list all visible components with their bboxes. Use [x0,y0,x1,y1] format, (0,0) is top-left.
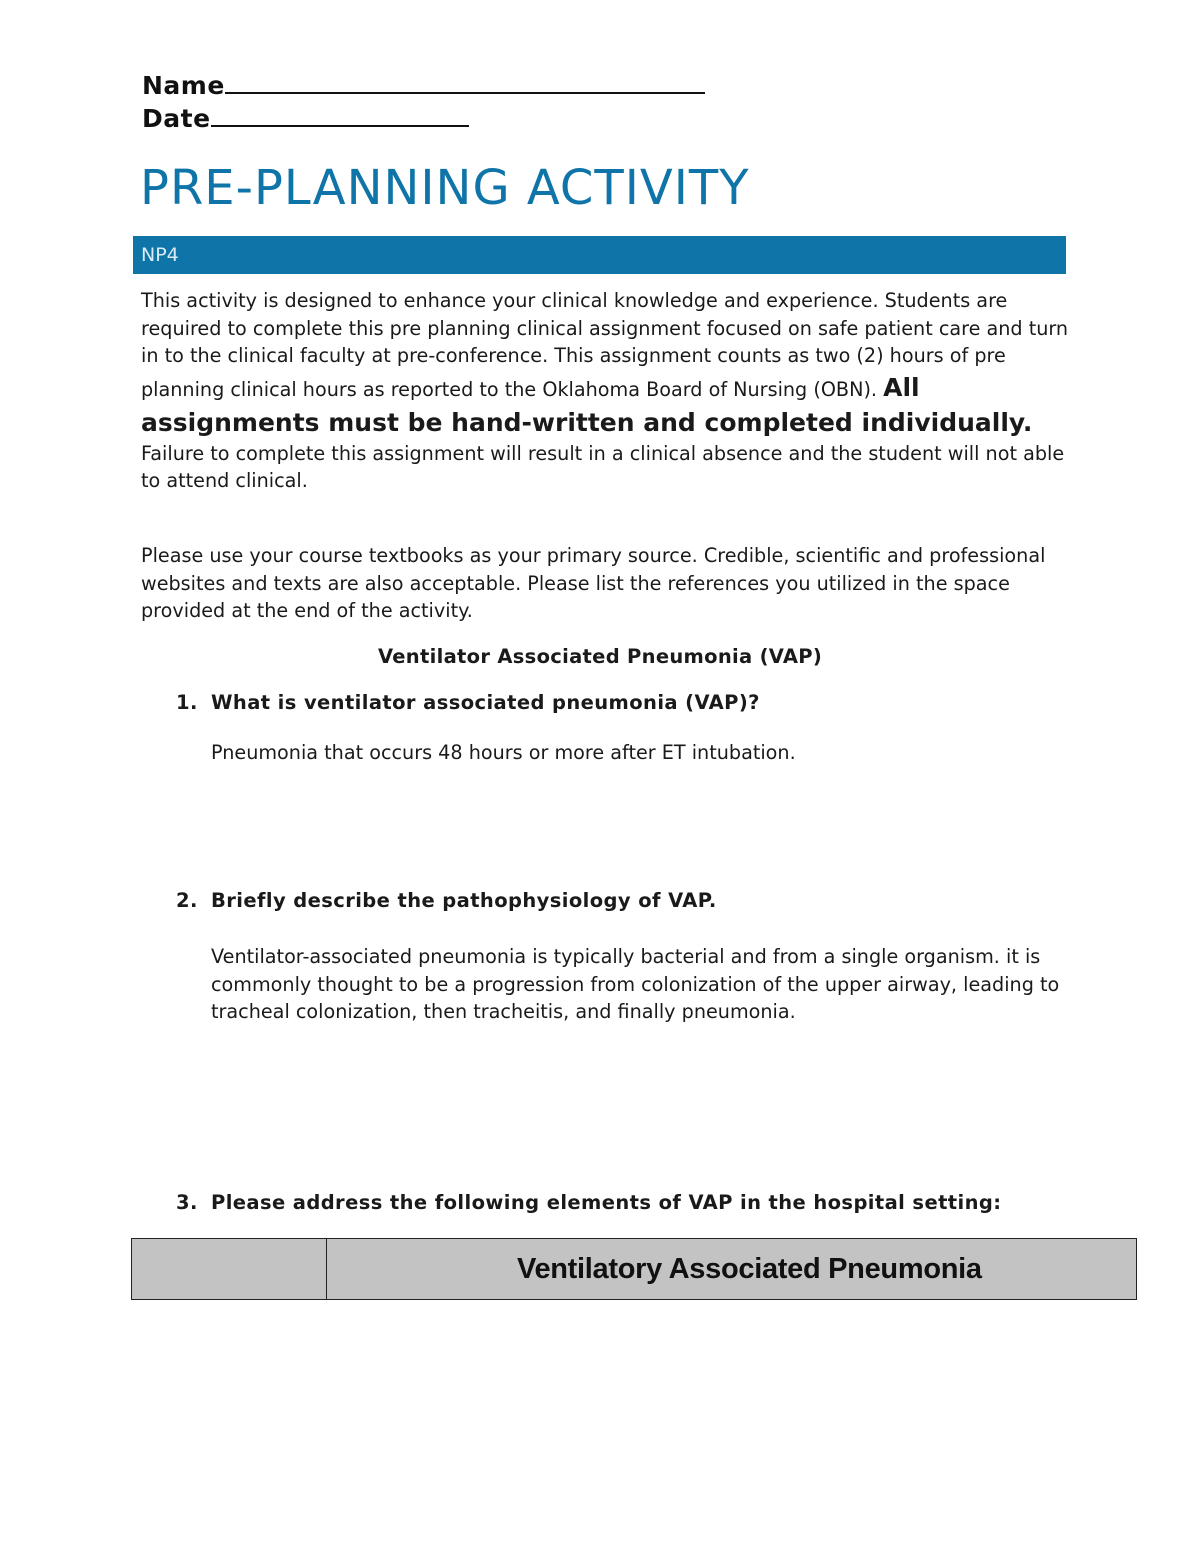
table-header-cell-empty [132,1239,327,1300]
vap-elements-table [131,1238,1137,1300]
sources-paragraph: Please use your course textbooks as your primary source. Credible, scientific and professional websites and texts are also acceptable. Please list the references you utilized in the space provided at the end of the activity. [141,544,1046,622]
course-code: NP4 [141,244,179,266]
date-field[interactable] [142,103,469,133]
course-code-bar [133,236,1066,274]
question-3 [176,1191,1001,1214]
date-underline [211,103,469,127]
intro-text-before: This activity is designed to enhance your clinical knowledge and experience. Students are required to complete this pre planning clinical assignment focused on safe patient care and turn in to the clinical faculty at pre-conference. This assignment counts as two (2) hours of pre planning clinical hours as reported to the Oklahoma Board of Nursing (OBN). [141,289,1069,401]
table-header-row [132,1239,1137,1300]
question-number: 2. [176,889,198,912]
section-heading: Ventilator Associated Pneumonia (VAP) [377,645,823,668]
answer-2: Ventilator-associated pneumonia is typically bacterial and from a single organism. it is commonly thought to be a progression from colonization of the upper airway, leading to tracheal colonization, then tracheitis, and finally pneumonia. [211,945,1060,1023]
question-number: 3. [176,1191,198,1214]
intro-paragraph [141,287,1071,495]
question-1 [176,691,760,714]
name-underline [225,70,705,94]
intro-text-after: Failure to complete this assignment will result in a clinical absence and the student will not able to attend clinical. [141,441,1065,492]
name-field[interactable] [142,70,705,100]
question-number: 1. [176,691,198,714]
question-prompt: Please address the following elements of VAP in the hospital setting: [211,1191,1002,1214]
intro-emphasis: All assignments must be hand-written and completed individually. [141,372,1033,437]
answer-1: Pneumonia that occurs 48 hours or more after ET intubation. [211,741,796,764]
question-2 [176,889,717,912]
question-prompt: What is ventilator associated pneumonia (VAP)? [211,691,760,714]
name-label: Name [142,71,225,100]
table-header-cell-title: Ventilatory Associated Pneumonia [327,1239,1137,1300]
page-title: PRE-PLANNING ACTIVITY [140,160,750,216]
question-prompt: Briefly describe the pathophysiology of VAP. [211,889,717,912]
date-label: Date [142,104,211,133]
